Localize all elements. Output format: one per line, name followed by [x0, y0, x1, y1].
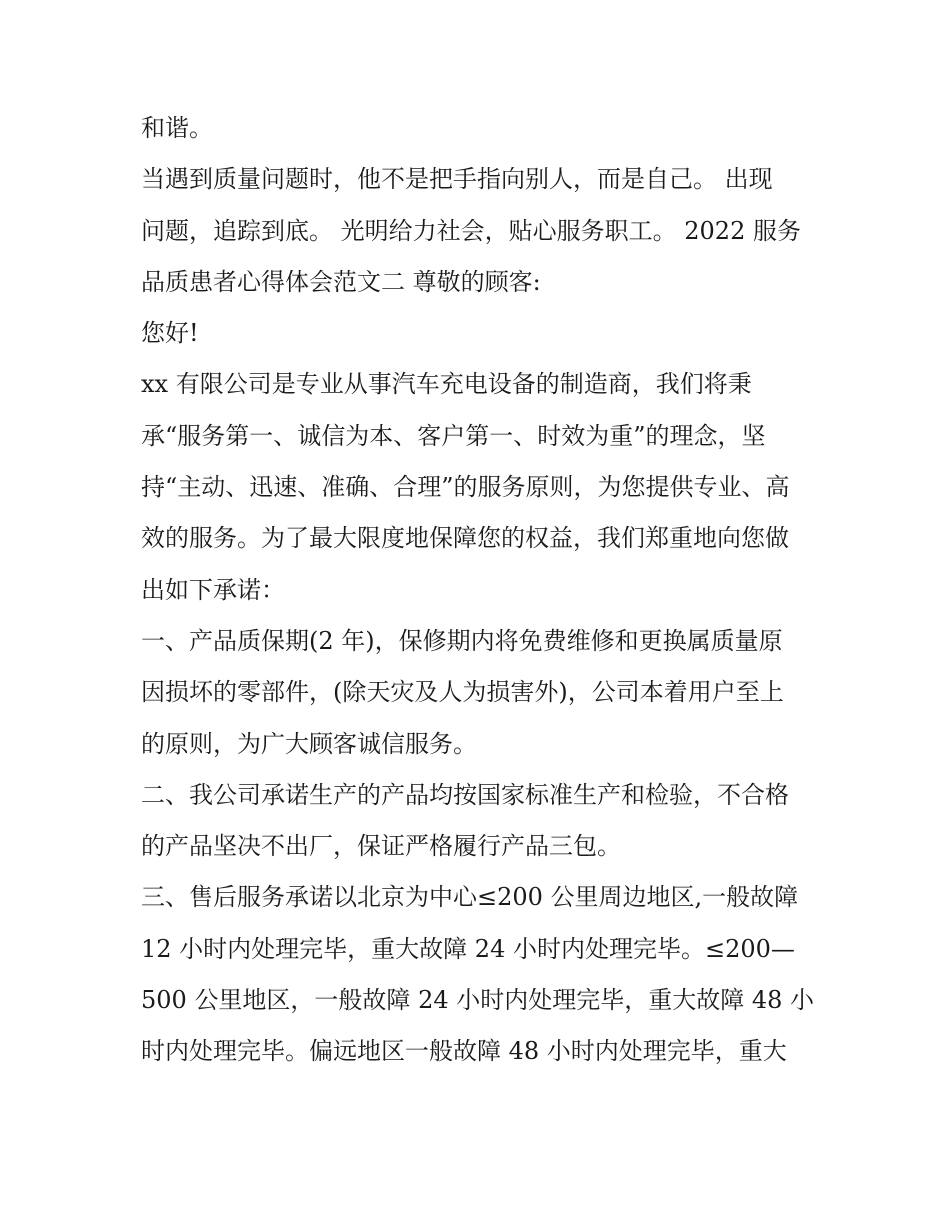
text-line: 您好!	[141, 319, 199, 348]
body-text	[141, 103, 821, 1078]
text-line: 500 公里地区，一般故障 24 小时内处理完毕，重大故障 48 小	[141, 986, 815, 1015]
text-line: 持“主动、迅速、准确、合理”的服务原则，为您提供专业、高	[141, 473, 790, 502]
text-line: xx 有限公司是专业从事汽车充电设备的制造商，我们将秉	[141, 370, 752, 399]
text-line: 时内处理完毕。偏远地区一般故障 48 小时内处理完毕，重大	[141, 1037, 787, 1066]
text-line: 三、售后服务承诺以北京为中心≤200 公里周边地区,一般故障	[141, 883, 799, 912]
text-line: 出如下承诺：	[141, 575, 285, 604]
text-line: 的原则，为广大顾客诚信服务。	[141, 729, 477, 758]
text-line: 的产品坚决不出厂，保证严格履行产品三包。	[141, 832, 621, 861]
text-line: 承“服务第一、诚信为本、客户第一、时效为重”的理念，坚	[141, 421, 766, 450]
text-line: 一、产品质保期(2 年)，保修期内将免费维修和更换属质量原	[141, 626, 783, 655]
text-line: 品质患者心得体会范文二 尊敬的顾客:	[141, 267, 541, 296]
text-line: 当遇到质量问题时，他不是把手指向别人，而是自己。 出现	[141, 165, 773, 194]
text-line: 二、我公司承诺生产的产品均按国家标准生产和检验，不合格	[141, 780, 789, 809]
text-line: 和谐。	[141, 114, 213, 142]
text-line: 因损坏的零部件，(除天灾及人为损害外)，公司本着用户至上	[141, 678, 784, 707]
text-line: 问题，追踪到底。 光明给力社会，贴心服务职工。 2022 服务	[141, 216, 801, 245]
text-line: 效的服务。为了最大限度地保障您的权益，我们郑重地向您做	[141, 524, 789, 553]
text-line: 12 小时内处理完毕，重大故障 24 小时内处理完毕。≤200—	[141, 934, 795, 963]
